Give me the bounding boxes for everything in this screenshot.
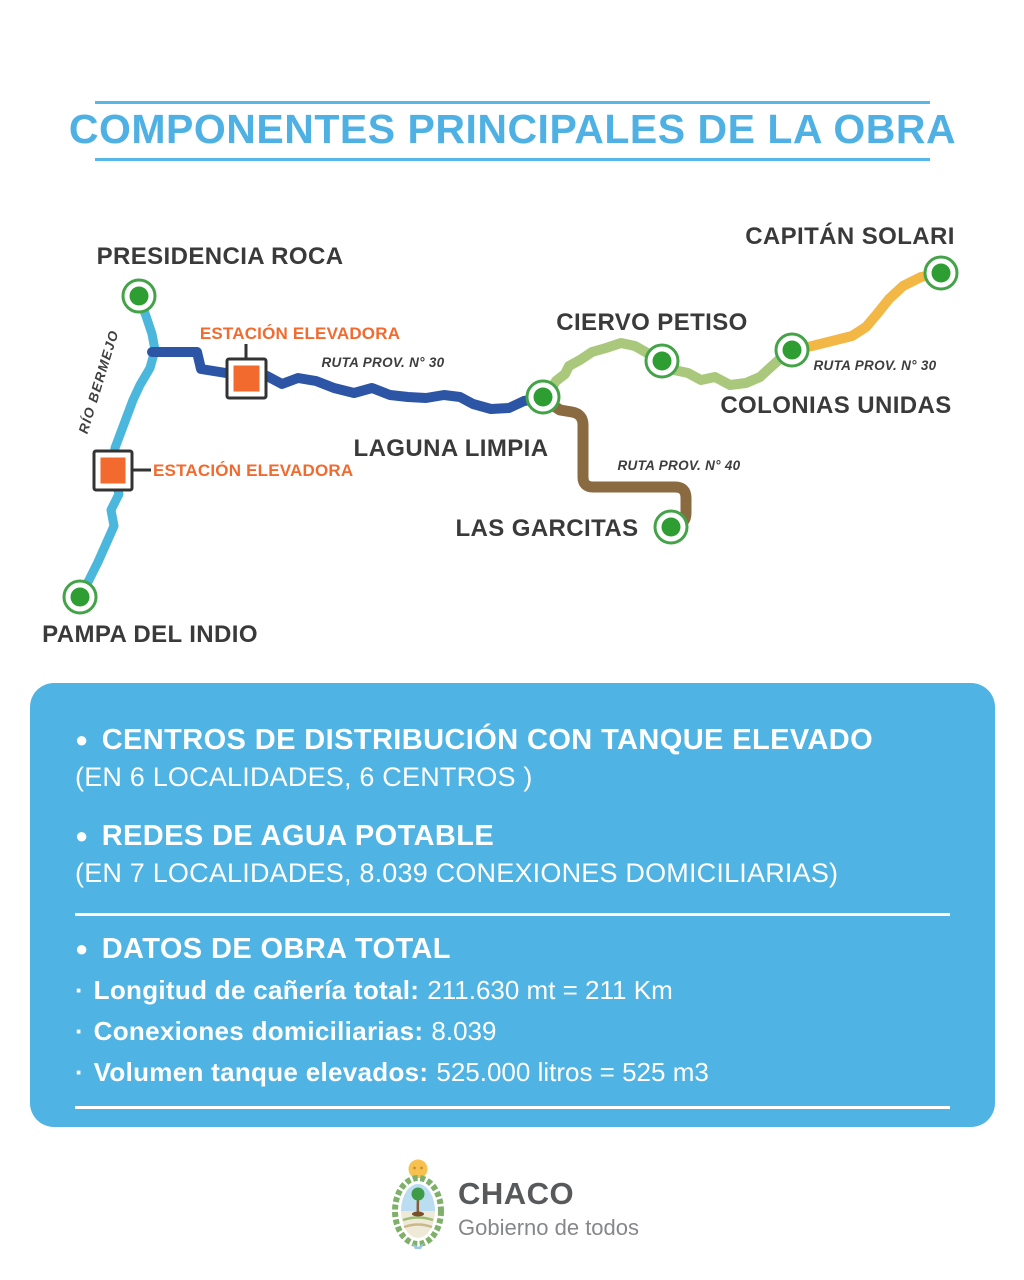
totals-title-text: DATOS DE OBRA TOTAL [101, 933, 451, 966]
marker-capitan-solari [925, 257, 957, 289]
totals-row-label: Longitud de cañería total: [93, 975, 420, 1006]
route-30-east-path [792, 273, 941, 350]
town-label-capitan-solari: CAPITÁN SOLARI [745, 223, 955, 250]
totals-row-label: Volumen tanque elevados: [93, 1057, 429, 1088]
pump-station-south [94, 451, 151, 490]
panel-divider [75, 1106, 950, 1109]
marker-las-garcitas [655, 511, 687, 543]
dot-icon: · [75, 975, 84, 1006]
totals-row [75, 973, 950, 1008]
river-label: RÍO BERMEJO [75, 327, 122, 436]
town-label-colonias-unidas: COLONIAS UNIDAS [720, 392, 952, 419]
brand-text [458, 1176, 639, 1241]
station-label-south: ESTACIÓN ELEVADORA [153, 461, 354, 480]
town-label-las-garcitas: LAS GARCITAS [455, 515, 639, 542]
footer [0, 1152, 1024, 1262]
panel-item-title [75, 819, 950, 854]
totals-row-value: 8.039 [431, 1016, 497, 1047]
panel-item-subtitle: (EN 6 LOCALIDADES, 6 CENTROS ) [75, 761, 533, 792]
chaco-crest-logo [390, 1157, 446, 1251]
marker-laguna-limpia [527, 381, 559, 413]
marker-presidencia-roca [123, 280, 155, 312]
town-label-pampa-del-indio: PAMPA DEL INDIO [42, 621, 258, 648]
town-label-presidencia-roca: PRESIDENCIA ROCA [96, 243, 344, 270]
town-label-ciervo-petiso: CIERVO PETISO [556, 309, 748, 336]
pump-station-north [227, 344, 266, 398]
panel-item-title-text: CENTROS DE DISTRIBUCIÓN CON TANQUE ELEVADO [101, 724, 874, 756]
dot-icon: · [75, 1057, 84, 1088]
marker-ciervo-petiso [646, 345, 678, 377]
station-square-icon [101, 458, 126, 484]
panel-item-title-text: REDES DE AGUA POTABLE [101, 820, 495, 853]
bullet-icon: ● [75, 823, 89, 849]
panel-divider [75, 913, 950, 916]
marker-colonias-unidas [776, 334, 808, 366]
info-panel [30, 683, 995, 1127]
totals-row [75, 1055, 950, 1090]
station-square-icon [234, 366, 260, 392]
bullet-icon: ● [75, 727, 89, 752]
station-label-north: ESTACIÓN ELEVADORA [199, 324, 401, 343]
totals-row-label: Conexiones domiciliarias: [93, 1016, 424, 1047]
totals-row-value: 211.630 mt = 211 Km [427, 975, 673, 1006]
route-label-ruta40: RUTA PROV. N° 40 [617, 458, 741, 473]
dot-icon: · [75, 1016, 84, 1047]
totals-title [75, 932, 950, 967]
title-rule-top [95, 101, 930, 104]
totals-row [75, 1014, 950, 1049]
panel-item-title [75, 723, 950, 758]
panel-item-subtitle: (EN 7 LOCALIDADES, 8.039 CONEXIONES DOMICILIARIAS) [75, 857, 839, 888]
totals-row-value: 525.000 litros = 525 m3 [436, 1057, 709, 1088]
title-rule-bottom [95, 158, 930, 161]
route-label-ruta30-east: RUTA PROV. N° 30 [813, 358, 937, 373]
bullet-icon: ● [75, 936, 89, 962]
marker-pampa-del-indio [64, 581, 96, 613]
route-map [0, 185, 1024, 685]
brand-tagline: Gobierno de todos [458, 1215, 640, 1240]
route-label-ruta30-west: RUTA PROV. N° 30 [321, 355, 445, 370]
page-title: COMPONENTES PRINCIPALES DE LA OBRA [68, 106, 957, 152]
brand-name: CHACO [458, 1176, 575, 1211]
town-label-laguna-limpia: LAGUNA LIMPIA [353, 435, 549, 462]
